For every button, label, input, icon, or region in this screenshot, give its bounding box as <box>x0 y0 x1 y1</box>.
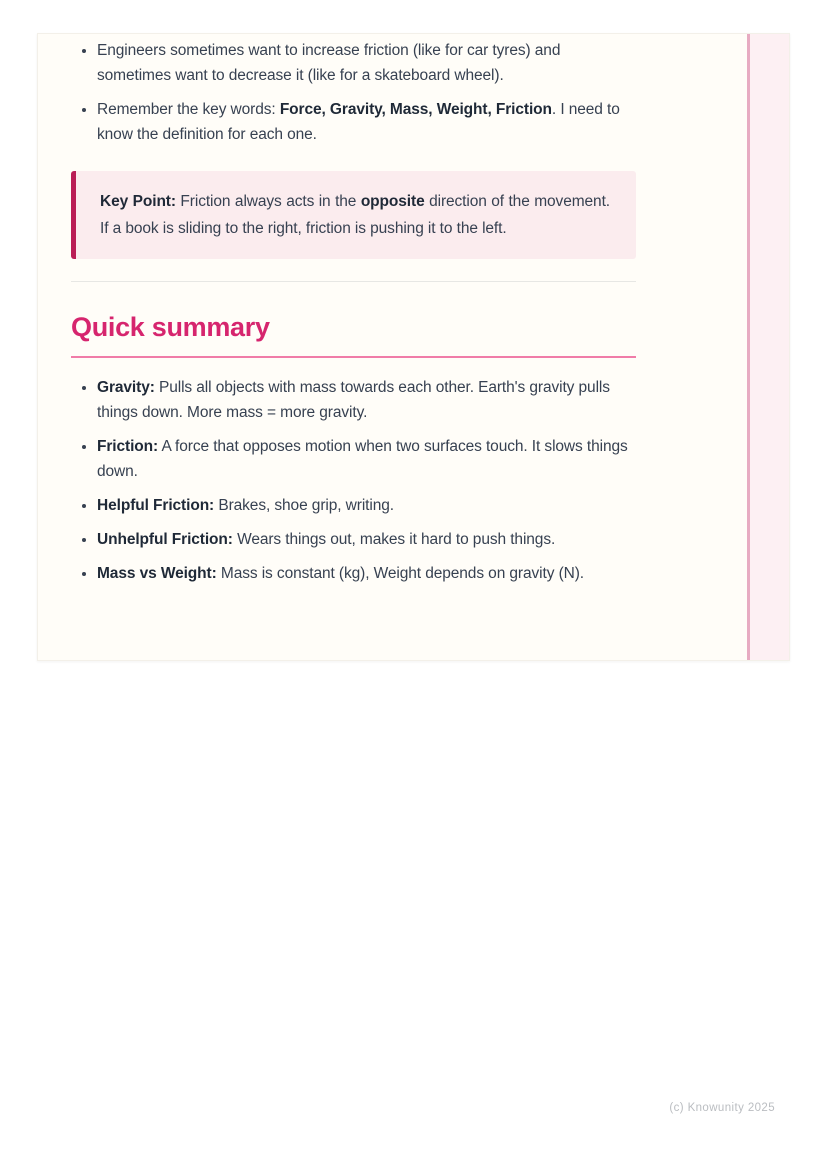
key-point-text: Key Point: Friction always acts in the opposite direction of the movement. If a book is sliding to the right, friction is pushing it to the left. <box>100 193 610 237</box>
copyright-footer: (c) Knowunity 2025 <box>669 1102 775 1114</box>
section-divider <box>71 281 636 282</box>
summary-item-gravity: • Gravity: Pulls all objects with mass towards each other. Earth's gravity pulls things down. More mass = more gravity. <box>97 375 636 425</box>
decorative-margin-rail <box>747 34 789 660</box>
page-content <box>71 34 636 586</box>
notes-page-card <box>37 33 790 661</box>
summary-bullet-list <box>71 375 636 586</box>
summary-item-helpful-friction: • Helpful Friction: Brakes, shoe grip, writing. <box>97 493 636 518</box>
quick-summary-heading: Quick summary <box>71 310 636 358</box>
summary-item-mass-vs-weight: • Mass vs Weight: Mass is constant (kg), Weight depends on gravity (N). <box>97 561 636 586</box>
summary-item-friction: • Friction: A force that opposes motion when two surfaces touch. It slows things down. <box>97 434 636 484</box>
bullet-item-key-words: • Remember the key words: Force, Gravity, Mass, Weight, Friction. I need to know the definition for each one. <box>97 97 636 147</box>
key-words-bullet-list <box>71 38 636 147</box>
bullet-item-engineers: • Engineers sometimes want to increase friction (like for car tyres) and sometimes want to decrease it (like for a skateboard wheel). <box>97 38 636 88</box>
key-point-callout <box>71 171 636 259</box>
summary-item-unhelpful-friction: • Unhelpful Friction: Wears things out, makes it hard to push things. <box>97 527 636 552</box>
